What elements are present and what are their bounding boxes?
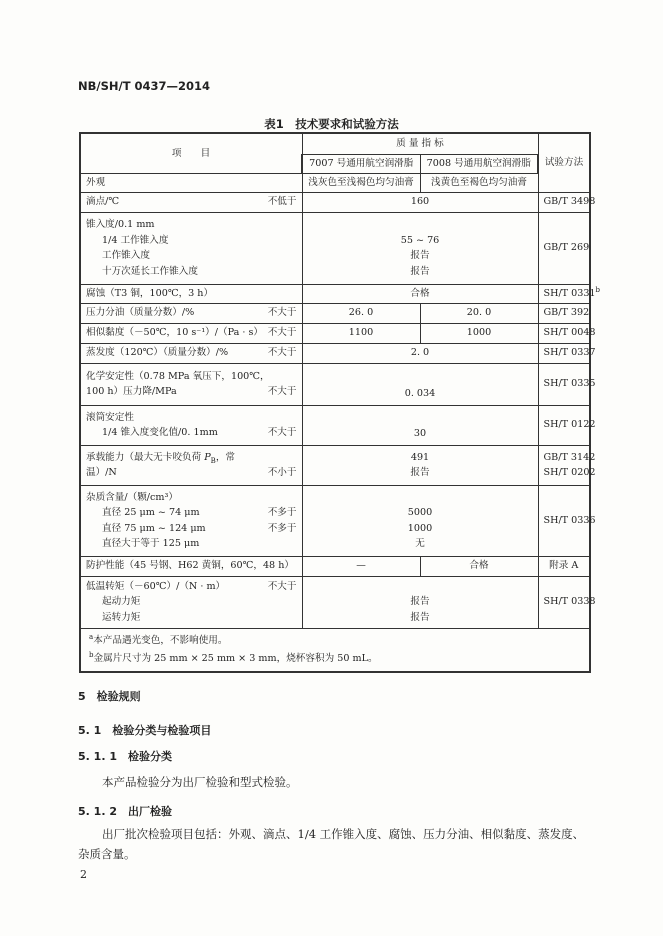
label-evaporation: 蒸发度（120℃）（质量分数）/% — [86, 347, 229, 359]
row-appearance — [80, 173, 590, 192]
value-imp-2: 1000 — [407, 522, 433, 534]
label-pen-extended: 十万次延长工作锥入度 — [102, 265, 198, 277]
section-5-1-2-heading: 5. 1. 2 出厂检验 — [78, 805, 172, 818]
head-7008: 7008 号通用航空润滑脂 — [420, 154, 538, 173]
label-start-torque: 起动力矩 — [102, 596, 141, 608]
label-pen-quarter: 1/4 工作锥入度 — [102, 234, 169, 246]
label-imp-3: 直径大于等于 125 μm — [102, 538, 200, 549]
row-notes — [80, 628, 590, 672]
label-pen-work: 工作锥入度 — [102, 250, 150, 261]
value-protection-7007: — — [302, 556, 420, 576]
limit-imp-2: 不多于 — [267, 522, 297, 534]
limit-dropping: 不低于 — [267, 196, 297, 208]
label-oil-sep: 压力分油（质量分数）/% — [86, 307, 195, 319]
page-number: 2 — [80, 868, 87, 881]
value-viscosity-7008: 1000 — [420, 323, 538, 343]
head-item: 项 目 — [80, 133, 302, 173]
method-low-temp: SH/T 0338 — [538, 576, 590, 628]
method-evaporation: SH/T 0337 — [538, 343, 590, 363]
method-dropping: GB/T 3498 — [538, 192, 590, 212]
spec-table — [79, 132, 601, 673]
value-corrosion: 合格 — [302, 284, 538, 303]
value-oil-sep-7008: 20. 0 — [420, 303, 538, 323]
head-method: 试验方法 — [538, 133, 590, 192]
limit-imp-1: 不多于 — [267, 507, 297, 518]
limit-roll-stab: 不大于 — [267, 427, 297, 438]
value-evaporation: 2. 0 — [302, 343, 538, 363]
limit-viscosity: 不大于 — [267, 327, 297, 339]
label-penetration: 锥入度/0.1 mm — [86, 219, 155, 230]
value-viscosity-7007: 1100 — [302, 323, 420, 343]
value-imp-1: 5000 — [407, 507, 433, 518]
row-dropping-point — [80, 192, 590, 212]
value-imp-3: 无 — [415, 538, 425, 549]
row-oil-separation — [80, 303, 590, 323]
label-appearance: 外观 — [80, 173, 302, 192]
row-penetration — [80, 212, 590, 284]
value-pen-work: 报告 — [410, 250, 430, 261]
label-protection: 防护性能（45 号钢、H62 黄铜，60℃，48 h） — [80, 556, 302, 576]
value-appearance-7007: 浅灰色至浅褐色均匀油膏 — [302, 173, 420, 192]
method-oil-sep: GB/T 392 — [538, 303, 590, 323]
section-5-1-2-text: 出厂批次检验项目包括：外观、滴点、1/4 工作锥入度、腐蚀、压力分油、相似黏度、蒸发度、杂质含量。 — [78, 827, 585, 861]
method-load-1: GB/T 3142 — [543, 451, 596, 463]
label-corrosion: 腐蚀（T3 铜，100℃，3 h） — [80, 284, 302, 303]
table-caption: 表1 技术要求和试验方法 — [264, 117, 399, 131]
label-viscosity: 相似黏度（－50℃，10 s⁻¹）/（Pa · s） — [86, 327, 264, 339]
value-pen-quarter: 55 ~ 76 — [400, 234, 440, 246]
note-a: $^a$本产品遇光变色，不影响使用。 — [89, 632, 228, 646]
limit-evaporation: 不大于 — [267, 347, 297, 359]
label-dropping: 滴点/℃ — [86, 196, 120, 208]
section-5-1-1-heading: 5. 1. 1 检验分类 — [78, 750, 172, 763]
label-impurity: 杂质含量/（颗/cm³） — [86, 491, 178, 503]
value-load-2: 报告 — [410, 467, 430, 478]
limit-chem-stab: 不大于 — [267, 386, 297, 397]
method-viscosity: SH/T 0048 — [538, 323, 590, 343]
method-protection: 附录 A — [538, 556, 590, 576]
method-impurity: SH/T 0336 — [538, 485, 590, 556]
head-quality: 质 量 指 标 — [302, 133, 538, 154]
label-load-2: 温）/N — [86, 467, 117, 478]
standard-code: NB/SH/T 0437—2014 — [78, 79, 211, 93]
label-run-torque: 运转力矩 — [102, 611, 141, 623]
label-chem-stab-1: 化学安定性（0.78 MPa 氧压下，100℃， — [86, 370, 270, 382]
value-dropping: 160 — [302, 192, 538, 212]
note-b: $^b$金属片尺寸为 25 mm × 25 mm × 3 mm，烧杯容积为 50 mL。 — [89, 650, 378, 664]
limit-low-temp: 不大于 — [267, 580, 297, 592]
method-corrosion: SH/T 0331$^b$ — [538, 284, 590, 303]
row-low-temp-torque — [80, 576, 590, 628]
row-viscosity — [80, 323, 590, 343]
row-corrosion — [80, 284, 590, 303]
row-chemical-stability — [80, 363, 590, 405]
label-load-1: 承载能力（最大无卡咬负荷 $P_B$，常 — [86, 451, 235, 465]
row-roll-stability — [80, 405, 590, 445]
label-roll-stab: 滚筒安定性 — [86, 411, 134, 423]
row-protection — [80, 556, 590, 576]
value-oil-sep-7007: 26. 0 — [302, 303, 420, 323]
row-impurity — [80, 485, 590, 556]
head-7007: 7007 号通用航空润滑脂 — [302, 154, 420, 173]
label-imp-2: 直径 75 μm ~ 124 μm — [102, 522, 206, 534]
section-5-1-heading: 5. 1 检验分类与检验项目 — [78, 724, 212, 737]
section-5-heading: 5 检验规则 — [78, 690, 141, 703]
method-penetration: GB/T 269 — [538, 212, 590, 284]
method-chem-stab: SH/T 0335 — [538, 363, 590, 405]
value-run-torque: 报告 — [410, 611, 430, 623]
label-low-temp: 低温转矩（－60℃）/（N · m） — [86, 580, 226, 592]
limit-oil-sep: 不大于 — [267, 307, 297, 319]
method-roll-stab: SH/T 0122 — [538, 405, 590, 445]
row-evaporation — [80, 343, 590, 363]
method-load-2: SH/T 0202 — [543, 467, 596, 478]
value-start-torque: 报告 — [410, 596, 430, 608]
value-pen-extended: 报告 — [410, 265, 430, 277]
label-roll-stab-sub: 1/4 锥入度变化值/0. 1mm — [102, 427, 218, 438]
row-load-capacity — [80, 445, 590, 485]
value-load-1: 491 — [410, 451, 430, 463]
value-roll-stab: 30 — [302, 405, 538, 445]
label-chem-stab-2: 100 h）压力降/MPa — [86, 386, 177, 397]
value-chem-stab: 0. 034 — [302, 363, 538, 405]
label-imp-1: 直径 25 μm ~ 74 μm — [102, 507, 200, 518]
value-protection-7008: 合格 — [420, 556, 538, 576]
value-appearance-7008: 浅黄色至褐色均匀油膏 — [420, 173, 538, 192]
limit-load: 不小于 — [267, 467, 297, 478]
section-5-1-1-text: 本产品检验分为出厂检验和型式检验。 — [102, 775, 298, 789]
